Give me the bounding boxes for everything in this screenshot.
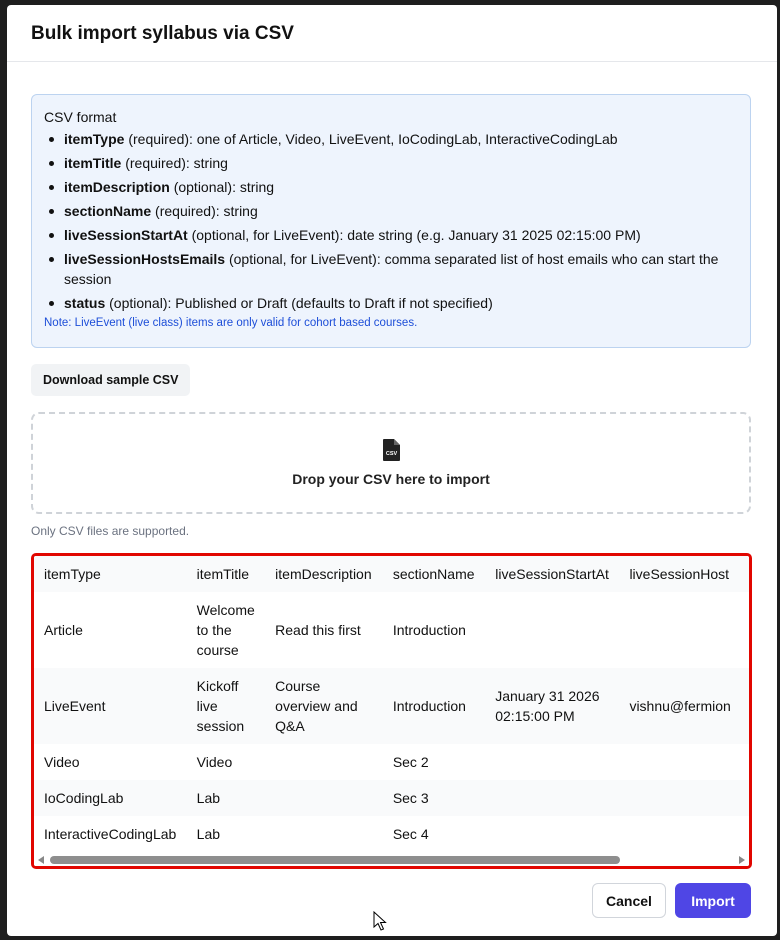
download-sample-button[interactable]: Download sample CSV bbox=[31, 364, 190, 396]
table-row bbox=[34, 592, 749, 668]
table-row bbox=[34, 668, 749, 744]
dialog-header bbox=[7, 5, 777, 62]
table-cell bbox=[265, 816, 383, 852]
svg-text:CSV: CSV bbox=[385, 451, 397, 457]
table-row bbox=[34, 744, 749, 780]
scroll-right-arrow-icon[interactable] bbox=[739, 856, 745, 864]
format-item: itemTitle (required): string bbox=[44, 153, 738, 173]
table-cell: IoCodingLab bbox=[34, 780, 187, 816]
table-cell: January 31 2026 02:15:00 PM bbox=[485, 668, 619, 744]
table-cell bbox=[265, 780, 383, 816]
table-cell: Sec 2 bbox=[392, 754, 429, 770]
table-cell bbox=[619, 744, 749, 780]
table-cell: Video bbox=[196, 754, 233, 770]
column-header: liveSessionHost bbox=[619, 556, 749, 592]
scroll-left-arrow-icon[interactable] bbox=[38, 856, 44, 864]
scrollbar-thumb[interactable] bbox=[50, 856, 620, 864]
format-item: sectionName (required): string bbox=[44, 201, 738, 221]
format-item: status (optional): Published or Draft (defaults to Draft if not specified) bbox=[44, 293, 738, 313]
cohort-note: Note: LiveEvent (live class) items are only valid for cohort based courses. bbox=[44, 317, 418, 329]
table-cell: Introduction bbox=[383, 668, 485, 744]
format-item: itemType (required): one of Article, Video, LiveEvent, IoCodingLab, InteractiveCodingLab bbox=[44, 129, 738, 149]
table-cell bbox=[619, 592, 749, 668]
table-cell: vishnu@fermion bbox=[619, 668, 749, 744]
table-cell bbox=[619, 780, 749, 816]
table-cell: Sec 4 bbox=[392, 826, 429, 842]
format-item: liveSessionHostsEmails (optional, for LiveEvent): comma separated list of host emails who can start the session bbox=[44, 249, 738, 289]
table-cell bbox=[485, 816, 619, 852]
table-cell: Introduction bbox=[392, 622, 466, 638]
table-cell bbox=[485, 780, 619, 816]
table-cell: Kickoff live session bbox=[187, 668, 265, 744]
info-title: CSV format bbox=[44, 109, 117, 125]
horizontal-scrollbar[interactable] bbox=[34, 854, 749, 866]
table-cell: Read this first bbox=[275, 622, 361, 638]
table-cell bbox=[485, 592, 619, 668]
format-item: itemDescription (optional): string bbox=[44, 177, 738, 197]
preview-table-grid bbox=[34, 556, 749, 852]
table-cell bbox=[265, 744, 383, 780]
column-header: itemType bbox=[34, 556, 187, 592]
table-cell: Course overview and Q&A bbox=[265, 668, 383, 744]
import-button[interactable]: Import bbox=[675, 883, 751, 918]
table-cell: Video bbox=[44, 754, 80, 770]
preview-table[interactable] bbox=[31, 553, 752, 869]
cancel-button[interactable]: Cancel bbox=[592, 883, 666, 918]
table-cell bbox=[485, 744, 619, 780]
mouse-pointer-icon bbox=[373, 911, 387, 931]
import-dialog bbox=[7, 5, 777, 936]
helper-text: Only CSV files are supported. bbox=[31, 524, 190, 538]
table-cell: Welcome to the course bbox=[196, 602, 255, 658]
column-header: sectionName bbox=[383, 556, 485, 592]
table-cell: Lab bbox=[187, 780, 265, 816]
table-cell: InteractiveCodingLab bbox=[44, 826, 177, 842]
table-cell: LiveEvent bbox=[34, 668, 187, 744]
csv-dropzone[interactable] bbox=[31, 412, 751, 514]
csv-file-icon bbox=[383, 439, 400, 461]
table-cell bbox=[619, 816, 749, 852]
format-item: liveSessionStartAt (optional, for LiveEvent): date string (e.g. January 31 2025 02:15:00 PM) bbox=[44, 225, 738, 245]
table-row bbox=[34, 816, 749, 852]
table-cell: Sec 3 bbox=[383, 780, 485, 816]
dropzone-text: Drop your CSV here to import bbox=[292, 471, 490, 487]
table-cell: Lab bbox=[196, 826, 221, 842]
format-list bbox=[44, 129, 738, 313]
table-row bbox=[34, 780, 749, 816]
csv-format-info bbox=[31, 94, 751, 348]
column-header: itemTitle bbox=[187, 556, 265, 592]
column-header: itemDescription bbox=[265, 556, 383, 592]
dialog-title: Bulk import syllabus via CSV bbox=[31, 23, 294, 44]
column-header: liveSessionStartAt bbox=[485, 556, 619, 592]
table-header-row bbox=[34, 556, 749, 592]
table-cell: Article bbox=[44, 622, 83, 638]
